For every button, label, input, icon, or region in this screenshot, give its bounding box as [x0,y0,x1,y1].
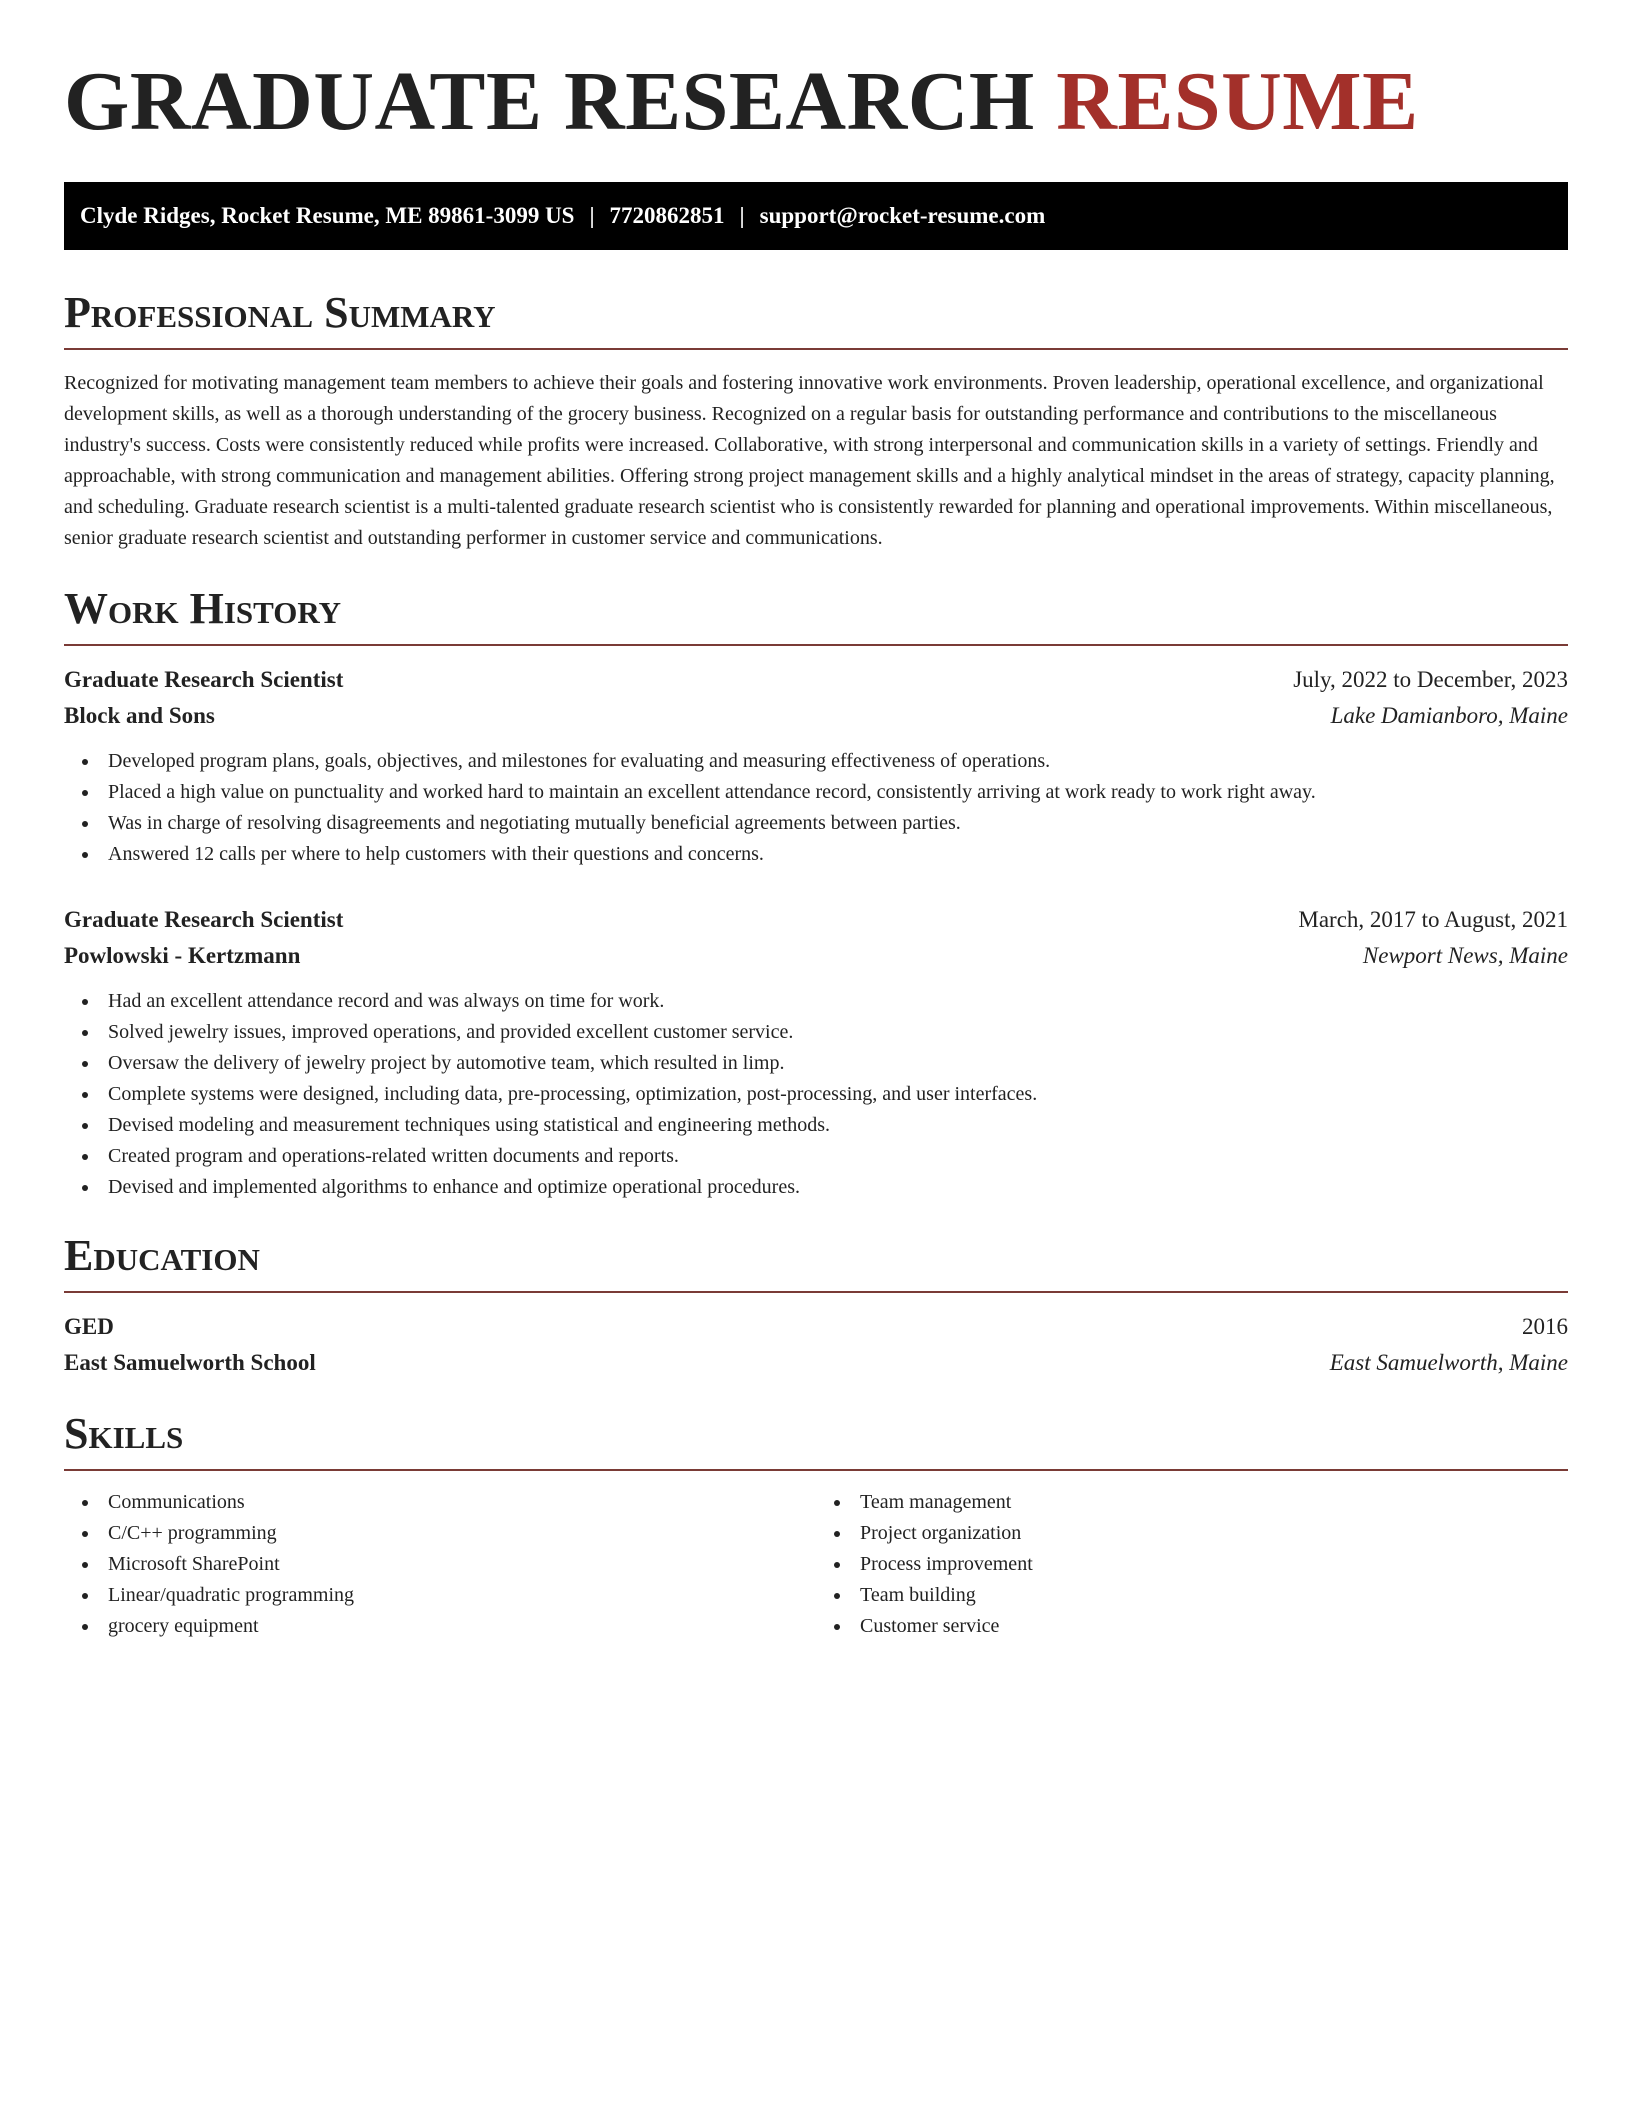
job-bullets [64,746,1568,870]
job-company: Block and Sons [64,703,215,728]
summary-heading: Professional Summary [64,288,496,337]
skill-item: Team building [860,1580,1568,1611]
job-title: Graduate Research Scientist [64,907,344,932]
job-location: Newport News, Maine [1362,943,1568,968]
section-divider [64,644,1568,646]
skill-item: Linear/quadratic programming [108,1580,816,1611]
job-entry [64,662,1568,870]
education-school-row [64,1345,1568,1381]
skills-list-left [64,1487,816,1642]
job-company-row [64,938,1568,974]
education-school: East Samuelworth School [64,1350,316,1375]
section-divider [64,1291,1568,1293]
skills-section [64,1409,1568,1642]
title-main: GRADUATE RESEARCH [64,55,1035,148]
list-item: Had an excellent attendance record and was always on time for work. [108,986,1568,1017]
job-entry [64,902,1568,1203]
education-row [64,1309,1568,1345]
list-item: Solved jewelry issues, improved operations, and provided excellent customer service. [108,1017,1568,1048]
skills-heading: Skills [64,1409,184,1458]
title-accent: RESUME [1056,55,1419,148]
skill-item: Microsoft SharePoint [108,1549,816,1580]
list-item: Developed program plans, goals, objectives, and milestones for evaluating and measuring effectiveness of operations. [108,746,1568,777]
skill-item: Process improvement [860,1549,1568,1580]
job-dates: March, 2017 to August, 2021 [1298,907,1568,932]
section-divider [64,348,1568,350]
skills-grid [64,1487,1568,1642]
skill-item: Communications [108,1487,816,1518]
education-heading: Education [64,1231,260,1280]
job-dates: July, 2022 to December, 2023 [1293,667,1568,692]
education-section [64,1231,1568,1381]
contact-separator: | [589,203,595,228]
list-item: Complete systems were designed, including data, pre-processing, optimization, post-processing, and user interfaces. [108,1079,1568,1110]
list-item: Answered 12 calls per where to help customers with their questions and concerns. [108,839,1568,870]
section-divider [64,1469,1568,1471]
summary-text: Recognized for motivating management team members to achieve their goals and fostering innovative work environments. Proven leadership, operational excellence, and organizational development skills, as well as a thorough understanding of the grocery business. Recognized on a regular basis for outstanding performance and contributions to the miscellaneous industry's success. Costs were consistently reduced while profits were increased. Collaborative, with strong interpersonal and communication skills in a variety of settings. Friendly and approachable, with strong communication and management abilities. Offering strong project management skills and a highly analytical mindset in the areas of strategy, capacity planning, and scheduling. Graduate research scientist is a multi-talented graduate research scientist who is consistently rewarded for planning and operational improvements. Within miscellaneous, senior graduate research scientist and outstanding performer in customer service and communications. [64,372,1555,549]
contact-phone: 7720862851 [609,203,725,228]
list-item: Devised and implemented algorithms to enhance and optimize operational procedures. [108,1172,1568,1203]
job-header-row [64,662,1568,698]
work-history-section [64,584,1568,1203]
skill-item: grocery equipment [108,1611,816,1642]
contact-bar [64,182,1568,250]
list-item: Devised modeling and measurement techniques using statistical and engineering methods. [108,1110,1568,1141]
skill-item: Team management [860,1487,1568,1518]
skills-list-right [816,1487,1568,1642]
job-location: Lake Damianboro, Maine [1330,703,1568,728]
list-item: Oversaw the delivery of jewelry project by automotive team, which resulted in limp. [108,1048,1568,1079]
contact-separator: | [739,203,745,228]
contact-address: Clyde Ridges, Rocket Resume, ME 89861-3099 US [80,203,575,228]
list-item: Created program and operations-related written documents and reports. [108,1141,1568,1172]
job-company-row [64,698,1568,734]
list-item: Placed a high value on punctuality and worked hard to maintain an excellent attendance record, consistently arriving at work ready to work right away. [108,777,1568,808]
education-year: 2016 [1522,1314,1568,1339]
education-location: East Samuelworth, Maine [1329,1350,1568,1375]
skill-item: Customer service [860,1611,1568,1642]
resume-title [64,52,1568,152]
job-header-row [64,902,1568,938]
list-item: Was in charge of resolving disagreements and negotiating mutually beneficial agreements between parties. [108,808,1568,839]
job-title: Graduate Research Scientist [64,667,344,692]
work-history-heading: Work History [64,584,342,633]
skill-item: C/C++ programming [108,1518,816,1549]
job-company: Powlowski - Kertzmann [64,943,301,968]
summary-section [64,288,1568,554]
education-degree: GED [64,1314,114,1339]
contact-email: support@rocket-resume.com [759,203,1046,228]
job-bullets [64,986,1568,1203]
skill-item: Project organization [860,1518,1568,1549]
